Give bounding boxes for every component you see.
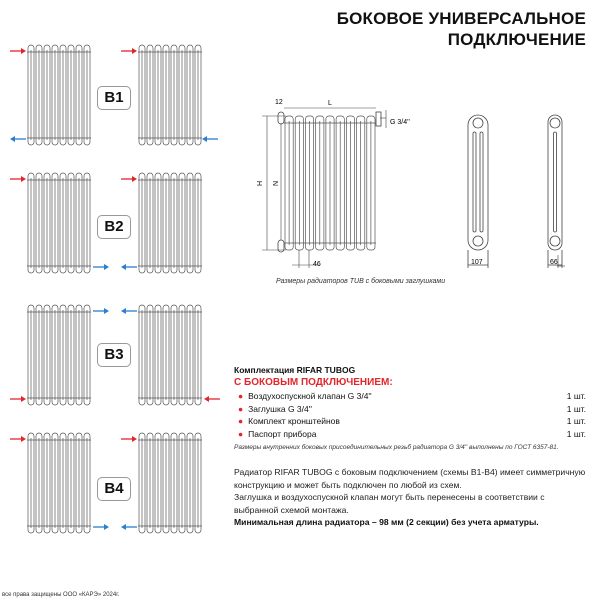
- flow-arrow-icon: [10, 48, 26, 54]
- radiator-side-view-2col: [548, 115, 562, 268]
- scheme-label-b4: B4: [97, 477, 131, 501]
- kit-list: [234, 390, 586, 440]
- radiator-side-view-3col: [468, 115, 488, 268]
- drawing-caption: Размеры радиаторов TUB с боковыми заглушками: [276, 278, 446, 285]
- dim-depth-3: 107: [471, 259, 483, 266]
- flow-arrow-icon: [121, 176, 137, 182]
- kit-item: ● Заглушка G 3/4'' 1 шт.: [238, 403, 586, 414]
- scheme-label-b2: B2: [97, 215, 131, 239]
- radiator: [27, 433, 91, 533]
- kit-section: [234, 365, 586, 451]
- dim-length: L: [328, 100, 332, 107]
- flow-arrow-icon: [121, 48, 137, 54]
- radiator-front-view: [278, 112, 381, 252]
- radiator: [138, 305, 202, 405]
- flow-arrow-icon: [93, 264, 109, 270]
- flow-arrow-icon: [93, 524, 109, 530]
- radiator: [27, 45, 91, 145]
- kit-title: Комплектация RIFAR TUBOG: [234, 365, 356, 375]
- kit-item: ● Комплект кронштейнов 1 шт.: [238, 416, 586, 426]
- flow-arrow-icon: [93, 308, 109, 314]
- kit-subtitle: С БОКОВЫМ ПОДКЛЮЧЕНИЕМ:: [234, 377, 393, 388]
- kit-item: ● Воздухоспускной клапан G 3/4'' 1 шт.: [238, 391, 586, 401]
- bullet-icon: ●: [238, 403, 244, 414]
- dim-pitch: 46: [313, 261, 321, 268]
- flow-arrow-icon: [204, 396, 220, 402]
- bullet-icon: ●: [238, 428, 244, 439]
- flow-arrow-icon: [121, 308, 137, 314]
- radiator: [138, 433, 202, 533]
- scheme-label-b1: B1: [97, 86, 131, 110]
- dim-thread: G 3/4'': [390, 119, 410, 126]
- dimension-drawing: [240, 90, 600, 280]
- kit-note: Размеры внутренних боковых присоединительных резьб радиатора G 3/4'' выполнены по ГОСТ 6357-81.: [234, 444, 559, 451]
- radiator: [138, 173, 202, 273]
- dim-height: H: [257, 180, 264, 186]
- page-title: БОКОВОЕ УНИВЕРСАЛЬНОЕ ПОДКЛЮЧЕНИЕ: [336, 9, 586, 49]
- dim-axis: N: [273, 180, 280, 186]
- radiator: [27, 173, 91, 273]
- flow-arrow-icon: [121, 524, 137, 530]
- bullet-icon: ●: [238, 416, 244, 426]
- dim-depth-2: 66: [550, 259, 558, 266]
- flow-arrow-icon: [10, 176, 26, 182]
- radiator: [138, 45, 202, 145]
- radiator: [27, 305, 91, 405]
- description: Радиатор RIFAR TUBOG с боковым подключением (схемы B1-B4) имеет симметричную конструкцию и может быть подключен по любой из схем. Заглушка и воздухоспускной клапан могут быть перенесены в соответствии с выбранной схемой монтажа. Минимальная длина радиатора – 98 мм (2 секции) без учета арматуры.: [234, 467, 586, 527]
- flow-arrow-icon: [10, 396, 26, 402]
- flow-arrow-icon: [121, 264, 137, 270]
- flow-arrow-icon: [121, 436, 137, 442]
- flow-arrow-icon: [10, 436, 26, 442]
- flow-arrow-icon: [202, 136, 218, 142]
- flow-arrow-icon: [10, 136, 26, 142]
- radiator: [284, 116, 376, 250]
- copyright: все права защищены ООО «КАРЭ» 2024г.: [2, 592, 120, 598]
- dim-top: 12: [275, 99, 283, 106]
- bullet-icon: ●: [238, 391, 244, 401]
- scheme-label-b3: B3: [97, 343, 131, 367]
- kit-item: ● Паспорт прибора 1 шт.: [238, 428, 586, 439]
